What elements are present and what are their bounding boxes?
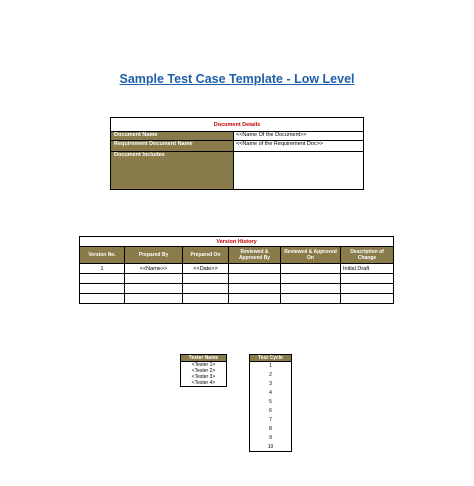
column-header-reviewed-approved-on: Reviewed & Approved On — [281, 247, 341, 264]
table-row — [80, 264, 394, 274]
tester-name-cell[interactable]: <Tester 1> — [181, 362, 227, 369]
table-cell[interactable]: <<Name>> — [125, 264, 183, 274]
table-row — [111, 152, 364, 190]
page-title: Sample Test Case Template - Low Level — [119, 72, 355, 86]
table-cell[interactable] — [229, 274, 281, 284]
list-item — [250, 371, 292, 380]
version-history-table — [79, 236, 394, 304]
table-cell[interactable] — [341, 274, 394, 284]
table-row — [80, 284, 394, 294]
table-cell[interactable] — [281, 284, 341, 294]
test-cycle-cell[interactable]: 1 — [250, 362, 292, 371]
table-cell[interactable]: Initial Draft — [341, 264, 394, 274]
requirement-document-name-value[interactable]: <<Name of the Requirement Doc>> — [234, 141, 364, 152]
table-cell[interactable] — [125, 274, 183, 284]
table-cell[interactable] — [229, 294, 281, 304]
column-header-reviewed-approved-by: Reviewed & Approved By — [229, 247, 281, 264]
table-row — [111, 141, 364, 152]
document-details-table — [110, 117, 364, 190]
list-item — [181, 380, 227, 387]
tester-name-table — [180, 354, 227, 387]
column-header-version-no: Version No. — [80, 247, 125, 264]
column-header-description-of-change: Description of Change — [341, 247, 394, 264]
document-name-label: Document Name — [111, 132, 234, 141]
test-cycle-cell[interactable]: 3 — [250, 380, 292, 389]
table-cell[interactable] — [80, 274, 125, 284]
list-item — [250, 443, 292, 452]
list-item — [250, 416, 292, 425]
document-includes-label: Document Includes — [111, 152, 234, 190]
table-cell[interactable] — [229, 284, 281, 294]
test-cycle-cell[interactable]: 7 — [250, 416, 292, 425]
table-cell[interactable]: 1 — [80, 264, 125, 274]
list-item — [250, 362, 292, 371]
tester-name-cell[interactable]: <Tester 2> — [181, 368, 227, 374]
version-history-header: Version History — [80, 237, 394, 247]
header-row — [80, 247, 394, 264]
list-item — [250, 389, 292, 398]
table-cell[interactable] — [125, 294, 183, 304]
column-header-prepared-on: Prepared On — [183, 247, 229, 264]
column-header-prepared-by: Prepared By — [125, 247, 183, 264]
document-details-header: Document Details — [111, 118, 364, 132]
table-cell[interactable] — [80, 294, 125, 304]
table-cell[interactable] — [229, 264, 281, 274]
table-cell[interactable] — [183, 284, 229, 294]
test-cycle-cell[interactable]: 5 — [250, 398, 292, 407]
tester-name-cell[interactable]: <Tester 3> — [181, 374, 227, 380]
tester-name-cell[interactable]: <Tester 4> — [181, 380, 227, 387]
tester-name-header: Tester Name — [181, 355, 227, 362]
test-cycle-cell[interactable]: 6 — [250, 407, 292, 416]
test-cycle-cell[interactable]: 8 — [250, 425, 292, 434]
table-cell[interactable] — [125, 284, 183, 294]
test-cycle-table — [249, 354, 292, 452]
table-cell[interactable] — [281, 264, 341, 274]
test-cycle-cell[interactable]: 4 — [250, 389, 292, 398]
table-cell[interactable] — [183, 274, 229, 284]
table-cell[interactable] — [281, 294, 341, 304]
table-cell[interactable] — [341, 294, 394, 304]
document-name-value[interactable]: <<Name Of the Document>> — [234, 132, 364, 141]
requirement-document-name-label: Requirement Document Name — [111, 141, 234, 152]
table-cell[interactable] — [281, 274, 341, 284]
document-includes-value[interactable] — [234, 152, 364, 190]
table-cell[interactable] — [341, 284, 394, 294]
table-cell[interactable] — [183, 294, 229, 304]
list-item — [250, 425, 292, 434]
test-cycle-cell[interactable]: 2 — [250, 371, 292, 380]
list-item — [250, 434, 292, 443]
table-cell[interactable] — [80, 284, 125, 294]
list-item — [250, 407, 292, 416]
test-cycle-cell[interactable]: 10 — [250, 443, 292, 452]
test-cycle-header: Test Cycle — [250, 355, 292, 362]
table-row — [80, 274, 394, 284]
list-item — [250, 380, 292, 389]
test-cycle-cell[interactable]: 9 — [250, 434, 292, 443]
table-row — [111, 132, 364, 141]
table-cell[interactable]: <<Date>> — [183, 264, 229, 274]
table-row — [80, 294, 394, 304]
list-item — [250, 398, 292, 407]
